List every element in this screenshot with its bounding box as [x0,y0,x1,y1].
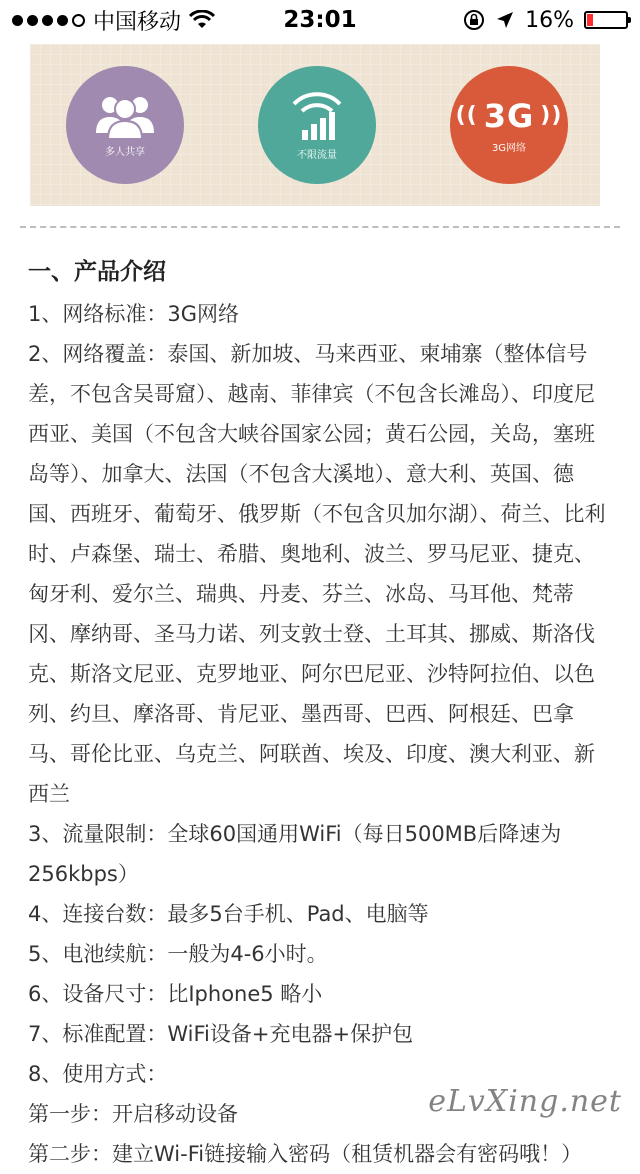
intro-item: 1、网络标准：3G网络 [28,302,239,326]
dashed-divider [20,226,620,228]
intro-item: 第一步：开启移动设备 [28,1102,238,1126]
status-right [463,8,628,33]
intro-item: 第二步：建立Wi-Fi链接输入密码（租赁机器会有密码哦！） [28,1142,583,1166]
feature-multi-share [66,66,184,184]
users-icon [90,93,160,139]
battery-level [587,14,593,26]
battery-percent: 16% [525,7,574,33]
feature-banner [30,44,600,206]
feature-unlimited-data [258,66,376,184]
intro-item: 5、电池续航：一般为4-6小时。 [28,942,328,966]
intro-item: 4、连接台数：最多5台手机、Pad、电脑等 [28,902,429,926]
intro-item: 3、流量限制：全球60国通用WiFi（每日500MB后降速为256kbps） [28,822,562,886]
feature-label: 3G网络 [491,142,527,154]
intro-item: 8、使用方式： [28,1062,168,1086]
feature-label: 多人共享 [105,146,145,158]
status-left [12,5,215,36]
product-intro [28,252,612,1174]
intro-item: 2、网络覆盖：泰国、新加坡、马来西亚、柬埔寨（整体信号差，不包含吴哥窟）、越南、菲律宾（不包含长滩岛）、印度尼西亚、美国（不包含大峡谷国家公园；黄石公园，关岛，塞班岛等）、加拿大、法国（不包含大溪地）、意大利、英国、德国、西班牙、葡萄牙、俄罗斯（不包含贝加尔湖）、荷兰、比利时、卢森堡、瑞士、希腊、奥地利、波兰、罗马尼亚、捷克、匈牙利、爱尔兰、瑞典、丹麦、芬兰、冰岛、马耳他、梵蒂冈、摩纳哥、圣马力诺、列支敦士登、土耳其、挪威、斯洛伐克、斯洛文尼亚、克罗地亚、阿尔巴尼亚、沙特阿拉伯、以色列、约旦、摩洛哥、肯尼亚、墨西哥、巴西、阿根廷、巴拿马、哥伦比亚、乌克兰、阿联酋、埃及、印度、澳大利亚、新西兰 [28,342,606,806]
intro-item: 7、标准配置：WiFi设备+充电器+保护包 [28,1022,414,1046]
carrier-name: 中国移动 [93,9,182,35]
feature-3g [450,66,568,184]
rotation-lock-icon [463,9,485,31]
section-heading: 一、产品介绍 [28,259,166,285]
feature-label: 不限流量 [297,149,337,161]
site-watermark: eLvXing.net [428,1084,622,1119]
intro-item: 6、设备尺寸：比Iphone5 略小 [28,982,323,1006]
signal-dots-icon [12,14,85,27]
wifi-bars-icon [284,90,350,142]
wifi-icon [189,10,215,30]
3g-badge: 3G [483,96,535,135]
battery-icon [584,11,628,29]
location-arrow-icon [495,10,515,30]
status-bar [0,0,640,40]
3g-icon: (( 3G )) [455,96,563,135]
status-time: 23:01 [283,7,357,33]
